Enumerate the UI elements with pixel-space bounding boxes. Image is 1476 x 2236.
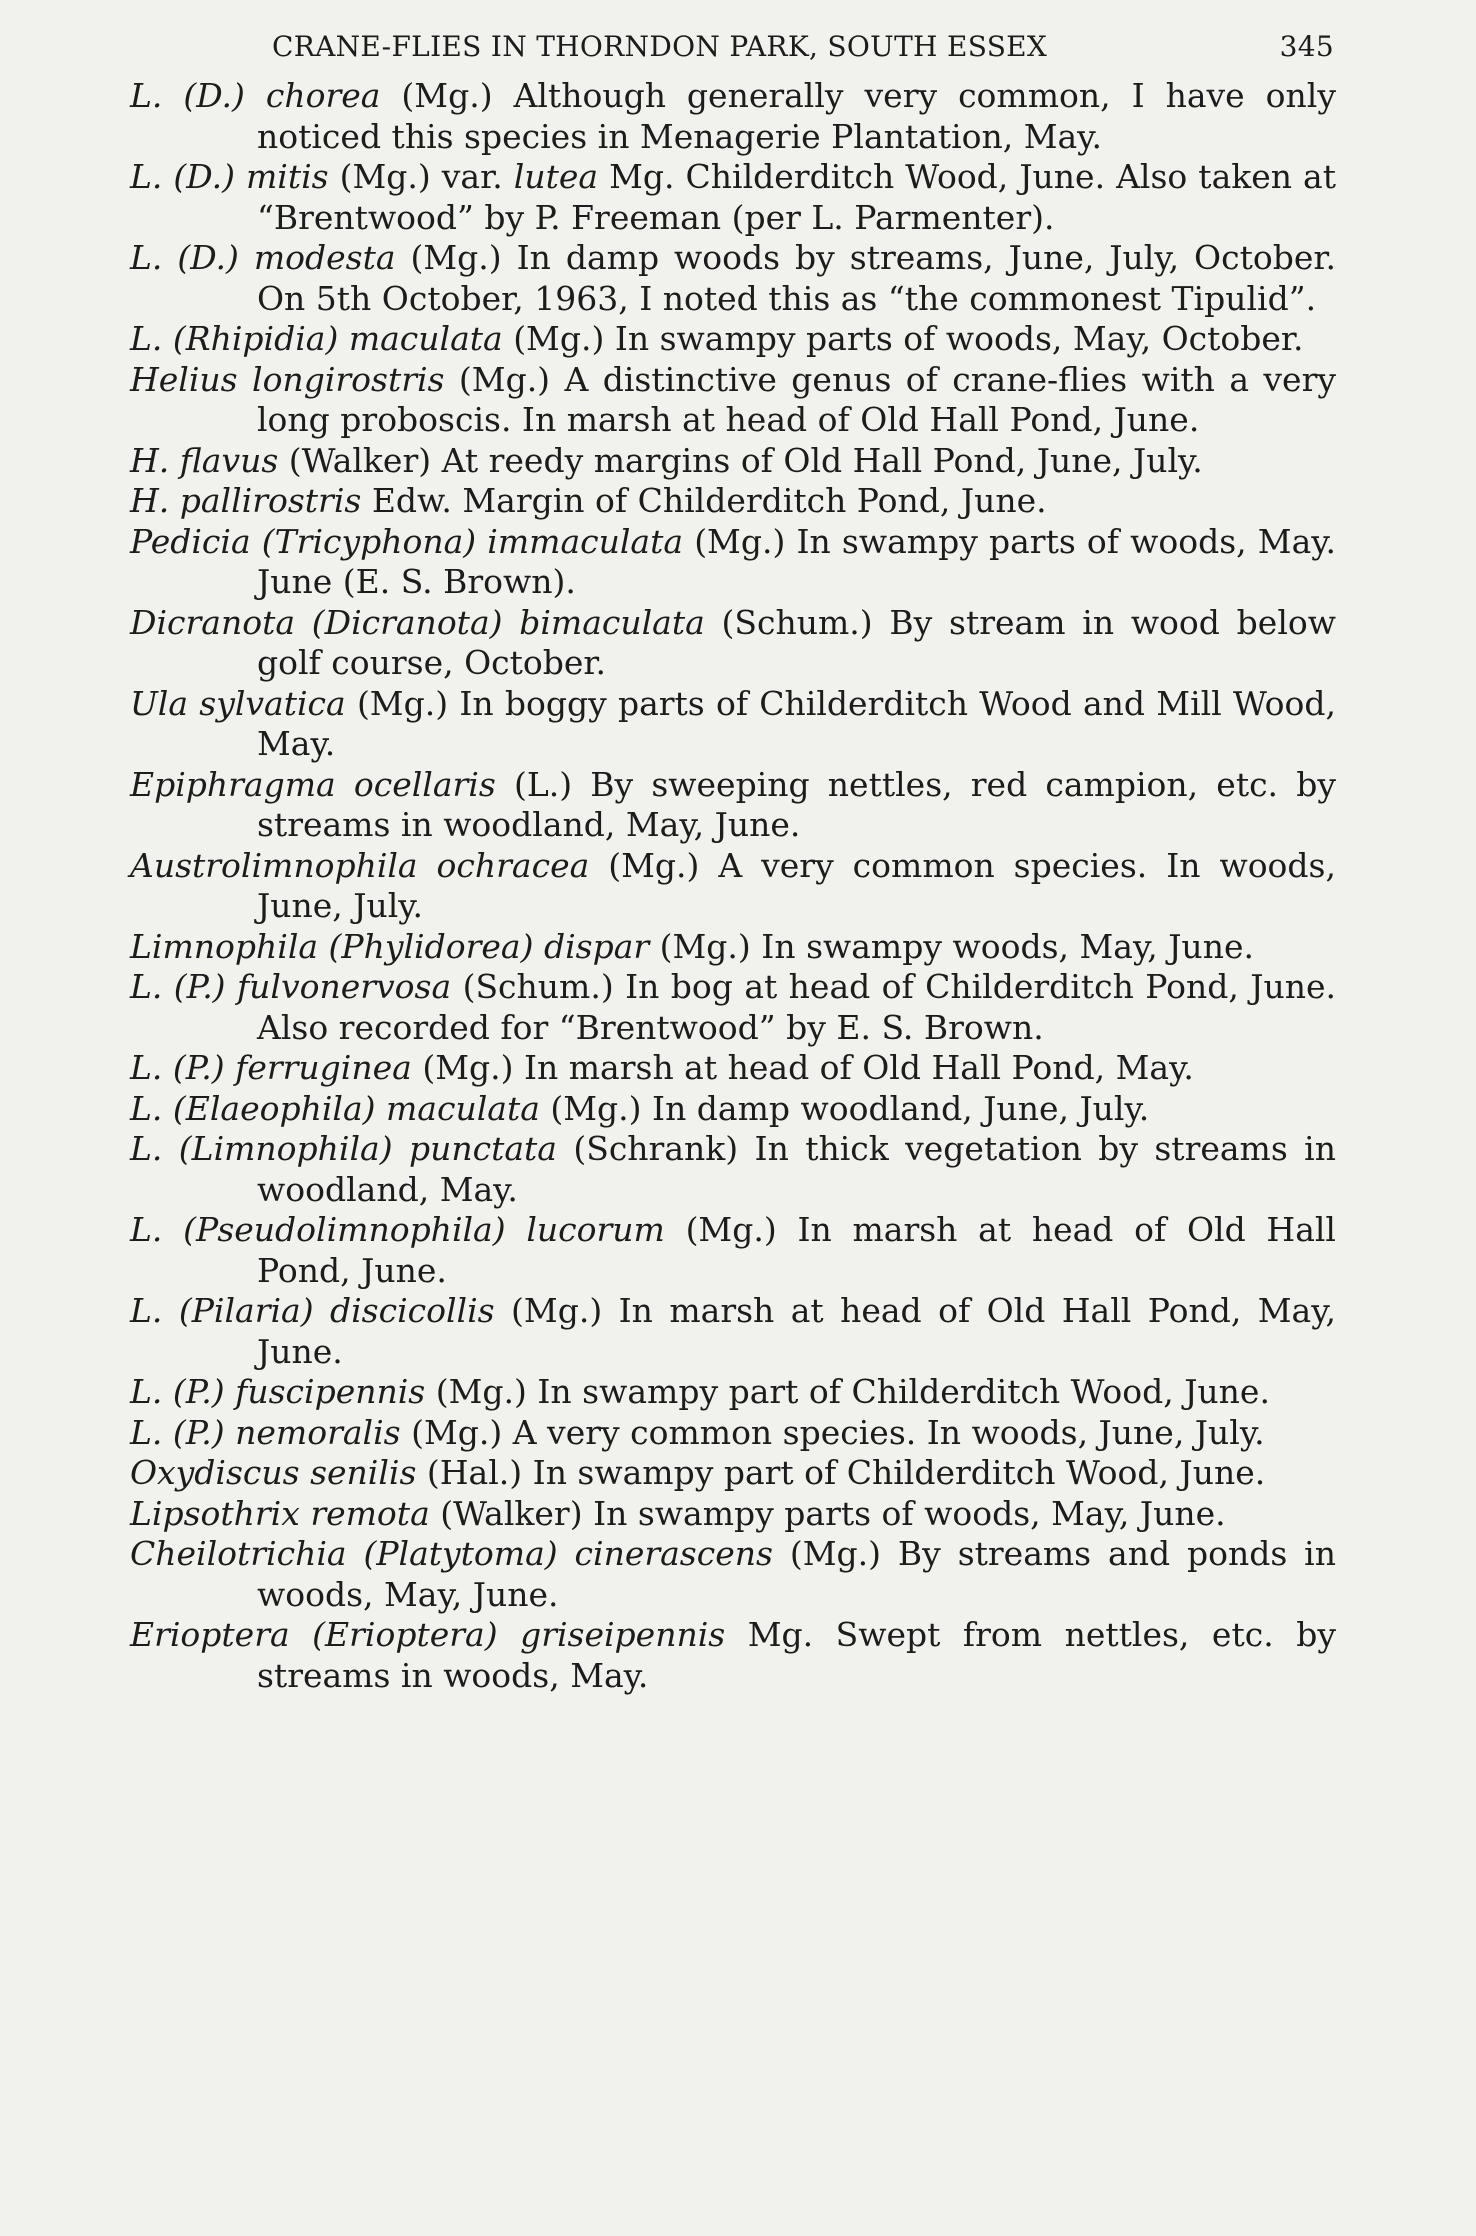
species-note: A distinctive genus of crane-flies with a very long proboscis. In marsh at head of Old Hall Pond, June. [257, 359, 1336, 439]
species-note: By sweeping nettles, red campion, etc. by streams in woodland, May, June. [257, 764, 1336, 844]
species-note: In boggy parts of Childerditch Wood and Mill Wood, May. [257, 683, 1336, 763]
species-author: (Walker) [440, 1493, 583, 1533]
species-author: (Mg.) [685, 1210, 777, 1249]
species-author: (Mg.) var. [339, 157, 503, 196]
species-note: In swampy part of Childerditch Wood, June. [532, 1453, 1266, 1492]
species-entry [130, 319, 1336, 360]
species-author: (Mg.) [410, 238, 502, 277]
species-note: In damp woods by streams, June, July, October. On 5th October, 1963, I noted this as “the commonest Tipulid”. [257, 238, 1337, 318]
species-entry [130, 1210, 1336, 1291]
species-name: L. (D.) modesta [130, 238, 396, 277]
species-author: (Schrank) [573, 1129, 739, 1168]
species-note: In swampy parts of woods, May, October. [614, 319, 1304, 358]
species-author: (L.) [513, 764, 573, 804]
species-entry [130, 238, 1336, 319]
species-entry [130, 1129, 1336, 1210]
species-entry [130, 1089, 1336, 1130]
species-entry [130, 481, 1336, 522]
species-author: (Mg.) [411, 1412, 503, 1452]
species-entry [130, 1372, 1336, 1413]
species-note: In damp woodland, June, July. [652, 1088, 1150, 1128]
species-name: L. (D.) chorea [130, 76, 381, 115]
species-note: At reedy margins of Old Hall Pond, June, July. [441, 440, 1203, 480]
species-entry [130, 1291, 1336, 1372]
species-author: (Mg.) [608, 845, 700, 885]
species-note: A very common species. In woods, June, July. [257, 845, 1336, 925]
species-entry [130, 360, 1336, 441]
species-author: (Mg.) [513, 319, 605, 358]
species-name: Cheilotrichia (Platytoma) cinerascens [130, 1534, 773, 1573]
species-name: Austrolimnophila ochracea [130, 845, 590, 885]
species-note: Swept from nettles, etc. by streams in woods, May. [257, 1615, 1336, 1695]
species-entry [130, 1453, 1336, 1494]
species-author: (Hal.) [426, 1453, 523, 1492]
species-entry [130, 1615, 1336, 1696]
species-author: (Mg.) [659, 926, 751, 966]
species-note: By stream in wood below golf course, October. [257, 602, 1336, 682]
page-number: 345 [1279, 30, 1334, 63]
species-entry [130, 1048, 1336, 1089]
species-author: (Walker) [288, 440, 432, 480]
species-author: (Mg.) [511, 1291, 603, 1330]
species-author: (Mg.) [422, 1048, 514, 1087]
species-note: In marsh at head of Old Hall Pond, June. [257, 1210, 1336, 1290]
species-note: Margin of Childerditch Pond, June. [462, 481, 1047, 520]
species-note: In marsh at head of Old Hall Pond, May. [523, 1048, 1194, 1087]
species-name: Pedicia (Tricyphona) immaculata [130, 521, 684, 561]
species-name: Helius longirostris [130, 359, 445, 399]
variety-author: Mg. [609, 157, 675, 196]
species-name: L. (Pilaria) discicollis [130, 1291, 495, 1330]
species-author: (Mg.) [694, 521, 786, 561]
species-name: L. (Pseudolimnophila) lucorum [130, 1210, 665, 1249]
species-name: L. (D.) mitis [130, 157, 329, 196]
species-note: In bog at head of Childerditch Pond, June. Also recorded for “Brentwood” by E. S. Brown. [257, 967, 1336, 1047]
species-author: (Mg.) [356, 683, 449, 723]
species-list [130, 76, 1336, 1696]
species-author: (Mg.) [435, 1372, 527, 1411]
species-author: (Schum.) [462, 967, 614, 1006]
species-entry [130, 1494, 1336, 1535]
species-name: H. pallirostris [130, 481, 362, 520]
species-name: L. (Elaeophila) maculata [130, 1088, 540, 1128]
species-note: By streams and ponds in woods, May, June. [257, 1534, 1336, 1614]
species-note: A very common species. In woods, June, July. [512, 1412, 1265, 1452]
species-name: L. (Rhipidia) maculata [130, 319, 503, 358]
variety-name: lutea [513, 157, 599, 196]
species-name: Limnophila (Phylidorea) dispar [130, 926, 650, 966]
species-entry [130, 927, 1336, 968]
species-entry [130, 157, 1336, 238]
species-author: (Mg.) [789, 1534, 882, 1573]
species-entry [130, 603, 1336, 684]
species-entry [130, 684, 1336, 765]
species-author: (Schum.) [721, 602, 873, 642]
species-entry [130, 967, 1336, 1048]
species-name: L. (Limnophila) punctata [130, 1129, 557, 1168]
species-note: In swampy woods, May, June. [761, 926, 1254, 966]
species-author: Mg. [747, 1615, 814, 1654]
species-author: (Mg.) [550, 1088, 642, 1128]
species-name: L. (P.) fulvonervosa [130, 967, 452, 1006]
species-entry [130, 441, 1336, 482]
species-note: In marsh at head of Old Hall Pond, May, June. [257, 1291, 1336, 1371]
species-author: Edw. [371, 481, 452, 520]
species-name: Dicranota (Dicranota) bimaculata [130, 602, 705, 642]
species-note: In swampy part of Childerditch Wood, June. [537, 1372, 1270, 1411]
species-note: In swampy parts of woods, May. June (E. S. Brown). [257, 521, 1337, 601]
species-entry [130, 1413, 1336, 1454]
species-name: H. flavus [130, 440, 279, 480]
species-entry [130, 1534, 1336, 1615]
running-title: CRANE-FLIES IN THORNDON PARK, SOUTH ESSEX [272, 30, 1048, 63]
species-name: Ula sylvatica [130, 683, 346, 723]
species-note: Childerditch Wood, June. Also taken at “Brentwood” by P. Freeman (per L. Parmenter). [257, 157, 1336, 237]
species-name: L. (P.) nemoralis [130, 1412, 401, 1452]
species-name: Epiphragma ocellaris [130, 764, 496, 804]
species-name: L. (P.) fuscipennis [130, 1372, 426, 1411]
species-name: Erioptera (Erioptera) griseipennis [130, 1615, 726, 1654]
species-name: Lipsothrix remota [130, 1493, 430, 1533]
species-note: In swampy parts of woods, May, June. [593, 1493, 1226, 1533]
species-entry [130, 76, 1336, 157]
species-entry [130, 846, 1336, 927]
species-note: Although generally very common, I have only noticed this species in Menagerie Plantation, May. [257, 76, 1336, 156]
species-author: (Mg.) [401, 76, 493, 115]
running-header [130, 22, 1336, 72]
species-author: (Mg.) [458, 359, 551, 399]
species-entry [130, 522, 1336, 603]
species-entry [130, 765, 1336, 846]
species-name: L. (P.) ferruginea [130, 1048, 412, 1087]
species-name: Oxydiscus senilis [130, 1453, 417, 1492]
species-note: In thick vegetation by streams in woodland, May. [257, 1129, 1336, 1209]
